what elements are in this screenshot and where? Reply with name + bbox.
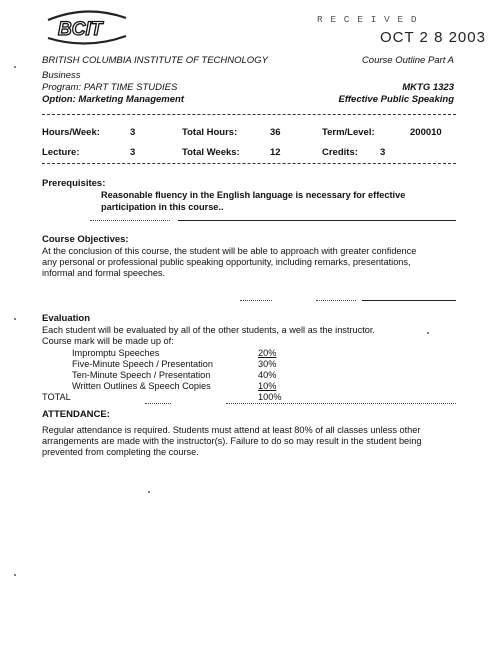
scan-speck xyxy=(148,491,150,493)
mark-item-label: Five-Minute Speech / Presentation xyxy=(72,359,213,369)
total-weeks-label: Total Weeks: xyxy=(182,147,240,158)
option-line: Option: Marketing Management xyxy=(42,94,184,105)
objectives-title: Course Objectives: xyxy=(42,234,129,245)
total-dotted-rule xyxy=(145,403,171,404)
prereq-rule-left xyxy=(90,220,170,221)
total-value: 100% xyxy=(258,392,282,402)
bcit-logo xyxy=(42,10,132,48)
mark-item-value: 40% xyxy=(258,370,277,380)
attendance-title: ATTENDANCE: xyxy=(42,409,110,420)
hours-week-label: Hours/Week: xyxy=(42,127,100,138)
objectives-rule-2 xyxy=(316,300,356,301)
objectives-line-1: At the conclusion of this course, the student will be able to approach with greater confidence xyxy=(42,246,417,256)
header-divider xyxy=(42,114,456,115)
course-code: MKTG 1323 xyxy=(402,82,454,93)
evaluation-line-1: Each student will be evaluated by all of the other students, a well as the instructor. xyxy=(42,325,375,335)
prerequisites-line-1: Reasonable fluency in the English language is necessary for effective xyxy=(101,190,406,200)
prerequisites-title: Prerequisites: xyxy=(42,178,106,189)
stamp-received-text: R E C E I V E D xyxy=(317,14,418,25)
svg-text:BCIT: BCIT xyxy=(58,19,103,40)
mark-item-value: 30% xyxy=(258,359,277,369)
objectives-rule-3 xyxy=(362,300,456,301)
total-hours-label: Total Hours: xyxy=(182,127,238,138)
objectives-line-2: any personal or professional public speaking opportunity, including remarks, presentations, xyxy=(42,257,411,267)
received-stamp xyxy=(313,12,486,50)
hours-week-value: 3 xyxy=(130,127,136,138)
scan-speck xyxy=(427,332,429,334)
total-label: TOTAL xyxy=(42,392,71,402)
outline-part: Course Outline Part A xyxy=(361,55,454,66)
attendance-line-2: arrangements are made with the instructor(s). Failure to do so may result in the student being xyxy=(42,436,422,446)
program-line: Program: PART TIME STUDIES xyxy=(42,82,178,93)
prerequisites-line-2: participation in this course.. xyxy=(101,202,224,212)
attendance-line-3: prevented from completing the course. xyxy=(42,447,199,457)
stats-divider xyxy=(42,163,456,164)
lecture-value: 3 xyxy=(130,147,136,158)
scan-speck xyxy=(14,66,16,68)
scan-speck xyxy=(14,574,16,576)
mark-item-value: 10% xyxy=(258,381,277,391)
prereq-rule-right xyxy=(178,220,456,221)
total-weeks-value: 12 xyxy=(270,147,281,158)
objectives-rule-1 xyxy=(240,300,272,301)
total-rule xyxy=(226,403,456,404)
mark-item-label: Ten-Minute Speech / Presentation xyxy=(72,370,211,380)
credits-label: Credits: xyxy=(322,147,358,158)
objectives-line-3: informal and formal speeches. xyxy=(42,268,166,278)
evaluation-title: Evaluation xyxy=(42,313,91,324)
mark-item-value: 20% xyxy=(258,348,277,358)
scan-speck xyxy=(14,318,16,320)
evaluation-line-2: Course mark will be made up of: xyxy=(42,336,174,346)
lecture-label: Lecture: xyxy=(42,147,80,158)
institute-name: BRITISH COLUMBIA INSTITUTE OF TECHNOLOGY xyxy=(42,55,268,66)
mark-item-label: Impromptu Speeches xyxy=(72,348,160,358)
credits-value: 3 xyxy=(380,147,386,158)
attendance-line-1: Regular attendance is required. Students must attend at least 80% of all classes unless other xyxy=(42,425,421,435)
term-level-label: Term/Level: xyxy=(322,127,375,138)
mark-item-label: Written Outlines & Speech Copies xyxy=(72,381,211,391)
term-level-value: 200010 xyxy=(410,127,442,138)
total-hours-value: 36 xyxy=(270,127,281,138)
course-title: Effective Public Speaking xyxy=(338,94,454,105)
school-name: Business xyxy=(42,70,81,81)
stamp-date: OCT 2 8 2003 xyxy=(380,29,486,46)
